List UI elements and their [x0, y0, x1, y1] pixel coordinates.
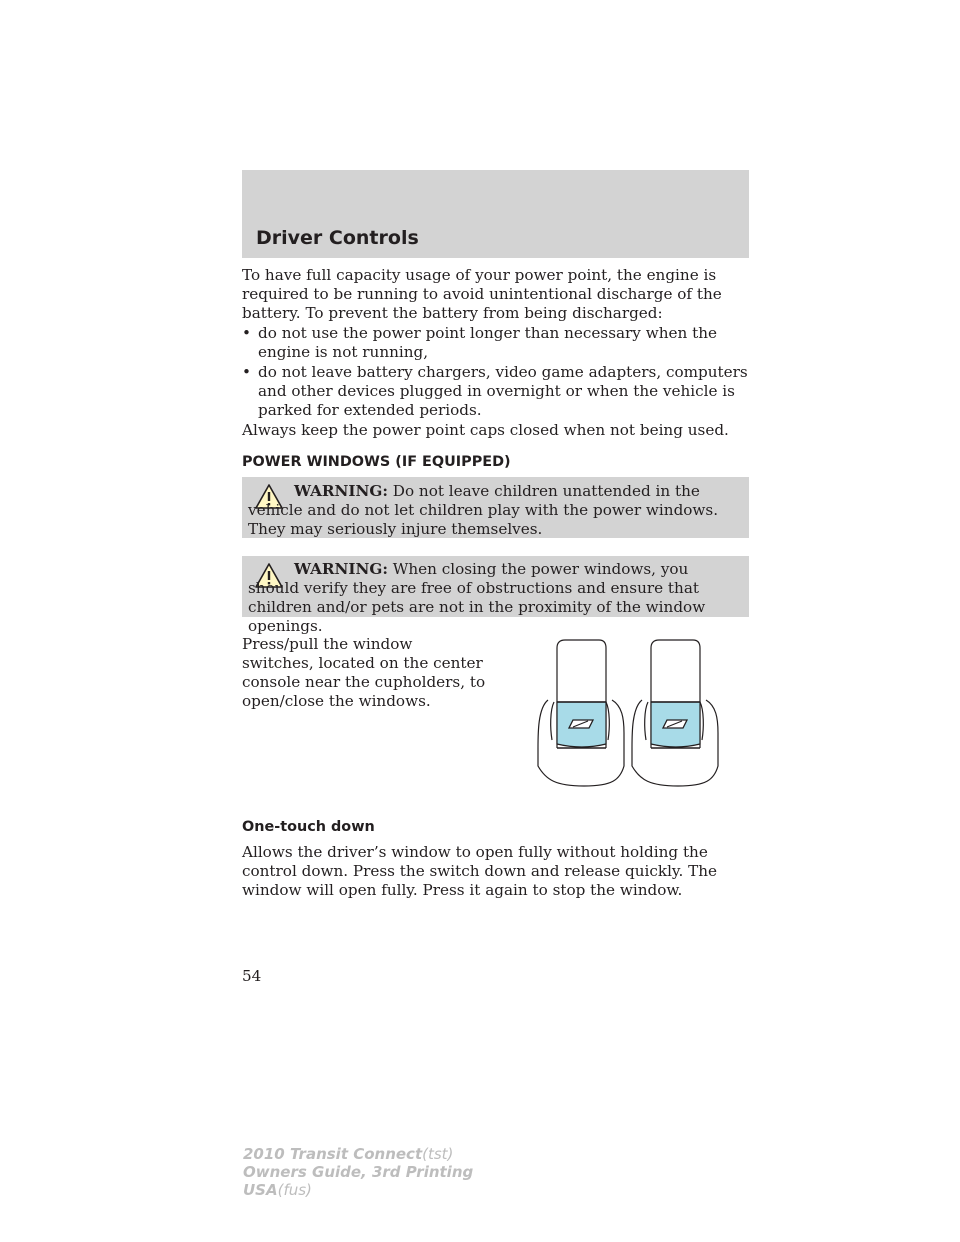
footer-line-2: Owners Guide, 3rd Printing [243, 1163, 474, 1181]
print-footer [243, 1145, 473, 1199]
footer-market-code: (fus) [277, 1181, 312, 1199]
window-switch-instruction: Press/pull the window switches, located on the center console near the cupholders, to open/close the windows. [242, 635, 486, 710]
footer-line-3 [243, 1181, 473, 1199]
footer-model-code: (tst) [422, 1145, 454, 1163]
warning-text [242, 482, 743, 539]
one-touch-paragraph: Allows the driver’s window to open fully without holding the control down. Press the switch down and release quickly. The window will open fully. Press it again to stop the window. [242, 843, 718, 899]
right-window-switch [632, 640, 718, 786]
one-touch-heading: One-touch down [242, 819, 375, 835]
closing-paragraph: Always keep the power point caps closed when not being used. [242, 421, 729, 439]
bullet-text: do not leave battery chargers, video game adapters, computers and other devices plugged in overnight or when the vehicle is parked for extended periods. [258, 363, 748, 419]
bullet-dot: • [242, 324, 251, 342]
footer-line-1 [243, 1145, 473, 1163]
warning-body: Do not leave children unattended in the vehicle and do not let children play with the power windows. They may seriously injure themselves. [248, 482, 719, 538]
window-switch-illustration [536, 638, 722, 788]
bullet-item [242, 363, 752, 420]
warning-label: WARNING: [294, 560, 388, 578]
power-windows-heading: POWER WINDOWS (IF EQUIPPED) [242, 454, 511, 470]
warning-text [242, 560, 743, 636]
warning-label: WARNING: [294, 482, 388, 500]
footer-market: USA [243, 1181, 278, 1199]
bullet-item [242, 324, 752, 362]
left-window-switch [538, 640, 624, 786]
page-number: 54 [242, 967, 262, 985]
bullet-dot: • [242, 363, 251, 381]
section-title: Driver Controls [256, 227, 419, 249]
footer-model: 2010 Transit Connect [243, 1145, 423, 1163]
bullet-text: do not use the power point longer than necessary when the engine is not running, [258, 324, 717, 361]
warning-body: When closing the power windows, you should verify they are free of obstructions and ensure that children and/or pets are not in the proximity of the window openings. [248, 560, 706, 635]
intro-paragraph: To have full capacity usage of your power point, the engine is required to be running to avoid unintentional discharge of the battery. To prevent the battery from being discharged: [242, 266, 722, 322]
